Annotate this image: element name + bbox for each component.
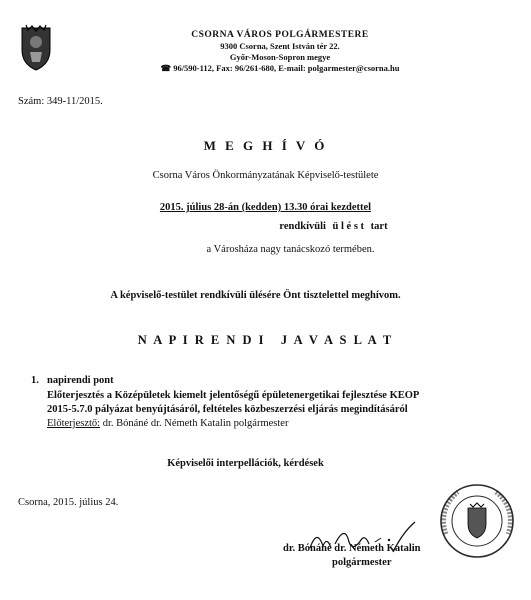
agenda-presenter xyxy=(47,418,288,429)
agenda-item-number: 1. xyxy=(31,375,39,386)
meeting-location: a Városháza nagy tanácskozó termében. xyxy=(206,244,375,255)
session-type: rendkívüli xyxy=(279,221,326,232)
invitation-text: A képviselő-testület rendkívüli ülésére Önt tisztelettel meghívom. xyxy=(110,290,401,301)
agenda-item-line-2: 2015-5.7.0 pályázat benyújtásáról, feltételes közbeszerzési eljárás megindításáról xyxy=(47,404,408,415)
agenda-item-line-1: Előterjesztés a Középületek kiemelt jelentőségű épületenergetikai fejlesztése KEOP xyxy=(47,390,420,401)
session-verb: tart xyxy=(370,221,388,232)
signatory-role: polgármester xyxy=(332,557,392,568)
letterhead-title: CSORNA VÁROS POLGÁRMESTERE xyxy=(191,30,369,40)
committee-name: Csorna Város Önkormányzatának Képviselő-testülete xyxy=(152,170,379,181)
signatory-name: dr. Bónáné dr. Németh Katalin xyxy=(283,543,421,554)
session-word: ü l é s t xyxy=(332,221,365,232)
letterhead-address: 9300 Csorna, Szent István tér 22. xyxy=(220,41,340,51)
document-heading: M E G H Í V Ó xyxy=(203,138,328,153)
presenter-label: Előterjesztő: xyxy=(47,418,101,429)
letterhead-county: Győr-Moson-Sopron megye xyxy=(229,52,331,62)
agenda-heading: N A P I R E N D I J A V A S L A T xyxy=(137,333,394,347)
session-line xyxy=(68,221,531,232)
meeting-date-time: 2015. július 28-án (kedden) 13.30 órai kezdettel xyxy=(159,202,372,213)
letterhead-contact: ☎ 96/590-112, Fax: 96/261-680, E-mail: polgarmester@csorna.hu xyxy=(160,63,400,73)
coat-of-arms xyxy=(16,22,56,72)
official-stamp xyxy=(438,482,516,560)
place-and-date: Csorna, 2015. július 24. xyxy=(18,497,119,508)
questions-item: Képviselői interpellációk, kérdések xyxy=(167,458,324,469)
presenter-name: dr. Bónáné dr. Németh Katalin polgármester xyxy=(100,418,289,429)
reference-number: Szám: 349-11/2015. xyxy=(18,96,103,107)
agenda-item-title: napirendi pont xyxy=(47,375,114,386)
